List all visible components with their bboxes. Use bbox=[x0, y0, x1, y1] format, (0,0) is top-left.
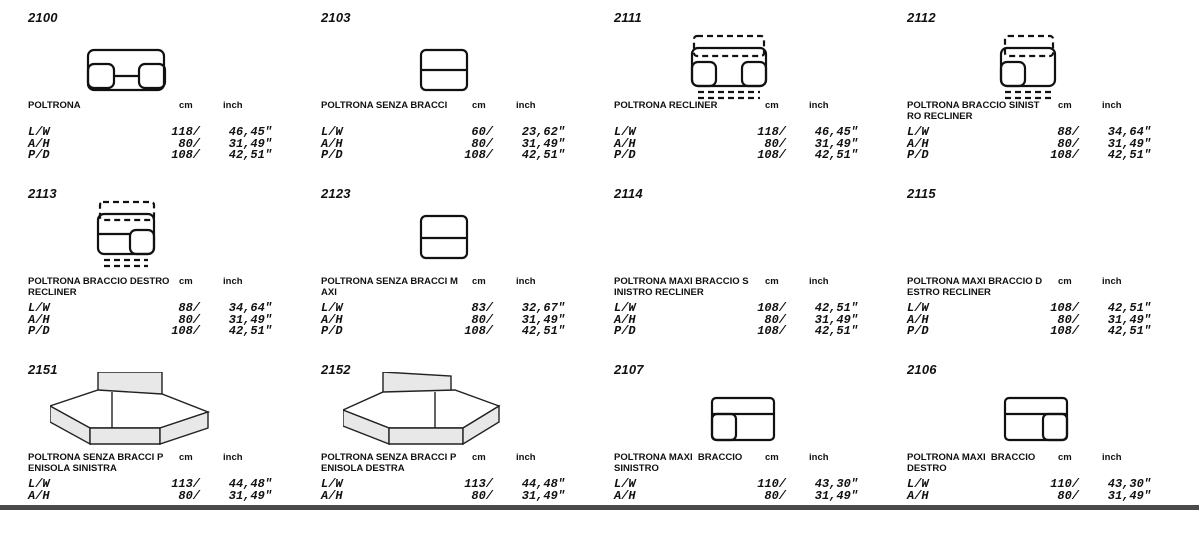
dimension-row bbox=[28, 488, 278, 503]
dimension-cm-value: 80/ bbox=[1057, 136, 1079, 151]
dimension-cm-value: 108/ bbox=[1050, 301, 1079, 315]
dimension-inch-value: 42,51" bbox=[1107, 148, 1151, 162]
unit-inch-header: inch bbox=[1102, 100, 1122, 111]
unit-inch-header: inch bbox=[223, 452, 243, 463]
product-card bbox=[293, 182, 586, 358]
dimensions-table bbox=[321, 479, 571, 502]
maxi-left-arm-chair-icon bbox=[636, 372, 796, 454]
product-name: POLTRONA SENZA BRACCI P ENISOLA SINISTRA bbox=[28, 452, 164, 474]
dimension-cm-value: 110/ bbox=[1050, 477, 1079, 491]
dimension-label: L/W bbox=[907, 125, 929, 139]
dimension-inch-value: 42,51" bbox=[521, 148, 565, 162]
dimensions-table bbox=[907, 303, 1157, 338]
dimension-inch-value: 31,49" bbox=[1107, 136, 1151, 151]
product-code: 2123 bbox=[321, 186, 351, 201]
dimension-row bbox=[907, 326, 1157, 338]
dimension-inch-value: 44,48" bbox=[228, 477, 272, 491]
armchair-icon bbox=[50, 20, 210, 102]
right-peninsula-chair-3d-icon bbox=[343, 372, 503, 454]
product-card bbox=[0, 182, 293, 358]
dimension-inch-value: 34,64" bbox=[228, 301, 272, 315]
dimension-label: L/W bbox=[614, 301, 636, 315]
product-name: POLTRONA MAXI BRACCIO SINISTRO bbox=[614, 452, 743, 474]
dimension-label: L/W bbox=[614, 125, 636, 139]
dimension-label: P/D bbox=[321, 324, 343, 338]
dimension-inch-value: 32,67" bbox=[521, 301, 565, 315]
product-name: POLTRONA BRACCIO DESTRO RECLINER bbox=[28, 276, 170, 298]
dimension-cm-value: 108/ bbox=[757, 301, 786, 315]
unit-cm-header: cm bbox=[179, 276, 193, 287]
dimension-inch-value: 46,45" bbox=[814, 125, 858, 139]
dimension-inch-value: 31,49" bbox=[521, 136, 565, 151]
armless-maxi-chair-icon bbox=[343, 196, 503, 278]
dimension-label: A/H bbox=[907, 488, 929, 503]
product-code: 2114 bbox=[614, 186, 643, 201]
dimension-label: A/H bbox=[321, 136, 343, 151]
unit-inch-header: inch bbox=[223, 100, 243, 111]
dimension-inch-value: 43,30" bbox=[1107, 477, 1151, 491]
dimension-label: A/H bbox=[907, 312, 929, 327]
unit-inch-header: inch bbox=[1102, 452, 1122, 463]
dimension-cm-value: 80/ bbox=[471, 312, 493, 327]
unit-inch-header: inch bbox=[1102, 276, 1122, 287]
dimension-cm-value: 88/ bbox=[178, 301, 200, 315]
dimensions-table bbox=[614, 479, 864, 502]
dimension-inch-value: 23,62" bbox=[521, 125, 565, 139]
dimensions-table bbox=[907, 479, 1157, 502]
dimension-cm-value: 108/ bbox=[171, 324, 200, 338]
dimension-label: L/W bbox=[321, 477, 343, 491]
dimension-inch-value: 42,51" bbox=[1107, 301, 1151, 315]
dimension-label: A/H bbox=[614, 488, 636, 503]
dimension-label: L/W bbox=[28, 477, 50, 491]
dimension-cm-value: 80/ bbox=[764, 488, 786, 503]
product-card bbox=[879, 6, 1172, 182]
dimension-inch-value: 31,49" bbox=[228, 488, 272, 503]
unit-cm-header: cm bbox=[765, 276, 779, 287]
unit-cm-header: cm bbox=[179, 100, 193, 111]
dimension-row bbox=[28, 150, 278, 162]
product-code: 2100 bbox=[28, 10, 58, 25]
dimension-cm-value: 80/ bbox=[471, 136, 493, 151]
dimension-label: A/H bbox=[28, 312, 50, 327]
dimension-label: A/H bbox=[907, 136, 929, 151]
dimension-cm-value: 83/ bbox=[471, 301, 493, 315]
dimension-inch-value: 34,64" bbox=[1107, 125, 1151, 139]
dimensions-table bbox=[907, 127, 1157, 162]
dimension-row bbox=[321, 488, 571, 503]
product-name: POLTRONA MAXI BRACCIO DESTRO bbox=[907, 452, 1036, 474]
dimension-cm-value: 80/ bbox=[178, 136, 200, 151]
dimension-inch-value: 31,49" bbox=[814, 136, 858, 151]
dimension-label: A/H bbox=[28, 136, 50, 151]
dimension-cm-value: 108/ bbox=[464, 324, 493, 338]
dimension-inch-value: 42,51" bbox=[228, 324, 272, 338]
product-name: POLTRONA MAXI BRACCIO S INISTRO RECLINER bbox=[614, 276, 749, 298]
dimension-inch-value: 46,45" bbox=[228, 125, 272, 139]
dimension-label: L/W bbox=[907, 477, 929, 491]
unit-cm-header: cm bbox=[1058, 276, 1072, 287]
product-code: 2112 bbox=[907, 10, 936, 25]
dimension-cm-value: 113/ bbox=[464, 477, 493, 491]
dimension-inch-value: 43,30" bbox=[814, 477, 858, 491]
product-code: 2113 bbox=[28, 186, 57, 201]
unit-inch-header: inch bbox=[809, 276, 829, 287]
product-name: POLTRONA SENZA BRACCI bbox=[321, 100, 448, 111]
dimension-cm-value: 60/ bbox=[471, 125, 493, 139]
product-card bbox=[879, 182, 1172, 358]
dimension-label: A/H bbox=[321, 488, 343, 503]
dimension-label: L/W bbox=[28, 125, 50, 139]
right-arm-recliner-icon bbox=[50, 196, 210, 278]
dimension-row bbox=[907, 150, 1157, 162]
dimension-cm-value: 80/ bbox=[1057, 312, 1079, 327]
dimension-label: L/W bbox=[321, 125, 343, 139]
dimension-label: L/W bbox=[321, 301, 343, 315]
unit-cm-header: cm bbox=[179, 452, 193, 463]
dimensions-table bbox=[28, 127, 278, 162]
dimension-inch-value: 31,49" bbox=[228, 136, 272, 151]
dimension-inch-value: 31,49" bbox=[521, 312, 565, 327]
dimension-cm-value: 80/ bbox=[178, 488, 200, 503]
dimension-cm-value: 118/ bbox=[757, 125, 786, 139]
dimension-label: P/D bbox=[28, 148, 50, 162]
dimension-label: P/D bbox=[614, 324, 636, 338]
dimension-label: P/D bbox=[28, 324, 50, 338]
dimension-inch-value: 42,51" bbox=[521, 324, 565, 338]
dimension-label: P/D bbox=[321, 148, 343, 162]
unit-cm-header: cm bbox=[765, 100, 779, 111]
dimensions-table bbox=[614, 303, 864, 338]
product-code: 2106 bbox=[907, 362, 937, 377]
dimensions-table bbox=[614, 127, 864, 162]
product-code: 2107 bbox=[614, 362, 644, 377]
unit-cm-header: cm bbox=[765, 452, 779, 463]
unit-inch-header: inch bbox=[223, 276, 243, 287]
unit-cm-header: cm bbox=[472, 276, 486, 287]
product-name: POLTRONA SENZA BRACCI M AXI bbox=[321, 276, 458, 298]
dimension-cm-value: 108/ bbox=[1050, 324, 1079, 338]
bottom-scroll-edge bbox=[0, 505, 1199, 510]
product-name: POLTRONA MAXI BRACCIO D ESTRO RECLINER bbox=[907, 276, 1043, 298]
dimensions-table bbox=[321, 303, 571, 338]
dimension-label: P/D bbox=[907, 324, 929, 338]
dimension-inch-value: 31,49" bbox=[228, 312, 272, 327]
dimension-cm-value: 88/ bbox=[1057, 125, 1079, 139]
dimension-cm-value: 108/ bbox=[757, 324, 786, 338]
dimension-cm-value: 80/ bbox=[764, 312, 786, 327]
dimension-cm-value: 118/ bbox=[171, 125, 200, 139]
product-code: 2151 bbox=[28, 362, 58, 377]
left-peninsula-chair-3d-icon bbox=[50, 372, 210, 454]
product-card bbox=[0, 6, 293, 182]
dimension-inch-value: 42,51" bbox=[814, 148, 858, 162]
dimension-label: A/H bbox=[28, 488, 50, 503]
dimension-cm-value: 80/ bbox=[1057, 488, 1079, 503]
left-arm-recliner-icon bbox=[929, 20, 1089, 102]
armless-chair-icon bbox=[343, 20, 503, 102]
dimension-inch-value: 44,48" bbox=[521, 477, 565, 491]
product-name: POLTRONA bbox=[28, 100, 81, 111]
dimension-cm-value: 108/ bbox=[757, 148, 786, 162]
dimension-row bbox=[28, 326, 278, 338]
maxi-right-arm-chair-icon bbox=[929, 372, 1089, 454]
dimension-inch-value: 31,49" bbox=[814, 488, 858, 503]
recliner-armchair-icon bbox=[636, 20, 796, 102]
unit-inch-header: inch bbox=[516, 100, 536, 111]
product-card bbox=[586, 6, 879, 182]
dimension-row bbox=[321, 150, 571, 162]
unit-inch-header: inch bbox=[809, 452, 829, 463]
unit-cm-header: cm bbox=[1058, 452, 1072, 463]
dimension-inch-value: 42,51" bbox=[814, 324, 858, 338]
unit-inch-header: inch bbox=[516, 276, 536, 287]
product-code: 2115 bbox=[907, 186, 936, 201]
dimension-label: A/H bbox=[614, 136, 636, 151]
dimensions-table bbox=[321, 127, 571, 162]
dimensions-table bbox=[28, 479, 278, 502]
dimension-inch-value: 31,49" bbox=[521, 488, 565, 503]
unit-cm-header: cm bbox=[1058, 100, 1072, 111]
unit-inch-header: inch bbox=[516, 452, 536, 463]
dimension-cm-value: 80/ bbox=[178, 312, 200, 327]
dimension-row bbox=[614, 150, 864, 162]
dimensions-table bbox=[28, 303, 278, 338]
dimension-cm-value: 110/ bbox=[757, 477, 786, 491]
product-code: 2152 bbox=[321, 362, 351, 377]
product-name: POLTRONA RECLINER bbox=[614, 100, 718, 111]
unit-cm-header: cm bbox=[472, 452, 486, 463]
dimension-cm-value: 80/ bbox=[471, 488, 493, 503]
dimension-label: L/W bbox=[614, 477, 636, 491]
dimension-label: A/H bbox=[614, 312, 636, 327]
dimension-inch-value: 31,49" bbox=[814, 312, 858, 327]
dimension-row bbox=[321, 326, 571, 338]
unit-inch-header: inch bbox=[809, 100, 829, 111]
dimension-cm-value: 108/ bbox=[171, 148, 200, 162]
dimension-row bbox=[614, 326, 864, 338]
unit-cm-header: cm bbox=[472, 100, 486, 111]
dimension-label: L/W bbox=[28, 301, 50, 315]
dimension-label: P/D bbox=[907, 148, 929, 162]
dimension-cm-value: 113/ bbox=[171, 477, 200, 491]
dimension-row bbox=[614, 488, 864, 503]
dimension-cm-value: 108/ bbox=[464, 148, 493, 162]
dimension-label: A/H bbox=[321, 312, 343, 327]
dimension-row bbox=[907, 488, 1157, 503]
dimension-inch-value: 42,51" bbox=[1107, 324, 1151, 338]
dimension-cm-value: 108/ bbox=[1050, 148, 1079, 162]
product-code: 2111 bbox=[614, 10, 642, 25]
dimension-label: L/W bbox=[907, 301, 929, 315]
product-card bbox=[293, 6, 586, 182]
dimension-cm-value: 80/ bbox=[764, 136, 786, 151]
product-card bbox=[586, 182, 879, 358]
dimension-inch-value: 31,49" bbox=[1107, 488, 1151, 503]
dimension-inch-value: 42,51" bbox=[814, 301, 858, 315]
dimension-inch-value: 42,51" bbox=[228, 148, 272, 162]
product-name: POLTRONA SENZA BRACCI P ENISOLA DESTRA bbox=[321, 452, 457, 474]
product-code: 2103 bbox=[321, 10, 351, 25]
dimension-label: P/D bbox=[614, 148, 636, 162]
dimension-inch-value: 31,49" bbox=[1107, 312, 1151, 327]
product-name: POLTRONA BRACCIO SINIST RO RECLINER bbox=[907, 100, 1040, 122]
